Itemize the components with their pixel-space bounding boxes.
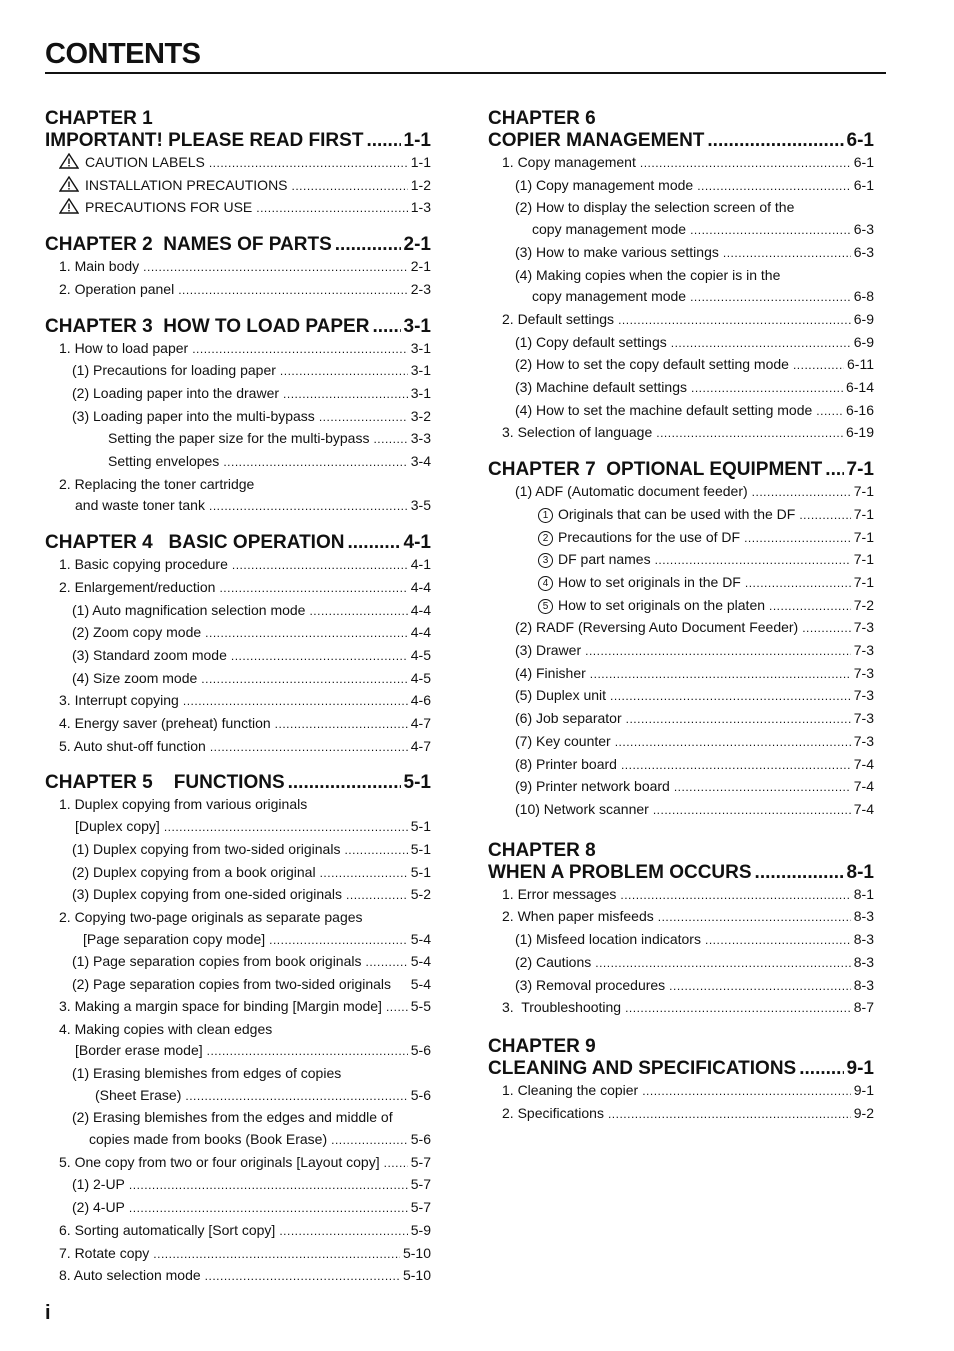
chapter-6-label: CHAPTER 6	[488, 108, 596, 129]
toc-entry[interactable]: (4) How to set the machine default setting mode ..... 6-16	[488, 400, 874, 423]
toc-entry[interactable]: (2) Duplex copying from a book original ..... 5-1	[45, 862, 431, 885]
chapter-8-title-row[interactable]	[488, 862, 874, 884]
toc-entry[interactable]: (3) Loading paper into the multi-bypass ..... 3-2	[45, 406, 431, 429]
toc-entry[interactable]: 1. Main body ..... 2-1	[45, 256, 431, 279]
toc-entry[interactable]: (8) Printer board ..... 7-4	[488, 754, 874, 777]
leader-dots	[825, 459, 843, 481]
chapter-5-title: CHAPTER 5 FUNCTIONS	[45, 772, 285, 794]
toc-entry[interactable]: 4. Making copies with clean edges	[59, 1020, 273, 1037]
toc-entry[interactable]: (6) Job separator ..... 7-3	[488, 708, 874, 731]
toc-entry[interactable]: 3. Selection of language ..... 6-19	[488, 422, 874, 445]
toc-entry[interactable]: (2) How to set the copy default setting mode ..... 6-11	[488, 354, 874, 377]
toc-entry[interactable]: 6. Sorting automatically [Sort copy] ..... 5-9	[45, 1220, 431, 1243]
toc-entry[interactable]: (3) Duplex copying from one-sided originals ..... 5-2	[45, 884, 431, 907]
toc-entry[interactable]: 2. Enlargement/reduction ..... 4-4	[45, 577, 431, 600]
toc-entry[interactable]: (1) Erasing blemishes from edges of copies	[72, 1064, 342, 1081]
toc-entry[interactable]: 3. Interrupt copying ..... 4-6	[45, 690, 431, 713]
toc-right-column	[488, 108, 874, 1125]
toc-entry[interactable]: copy management mode ..... 6-3	[488, 219, 874, 242]
chapter-3-heading[interactable]	[45, 316, 431, 338]
toc-entry[interactable]: 2. Replacing the toner cartridge	[59, 475, 255, 492]
toc-entry[interactable]: (1) 2-UP ..... 5-7	[45, 1174, 431, 1197]
toc-entry[interactable]: (4) Making copies when the copier is in the	[515, 266, 781, 283]
toc-entry[interactable]: 4 How to set originals in the DF ..... 7-1	[488, 572, 874, 595]
toc-entry[interactable]: 7. Rotate copy ..... 5-10	[45, 1243, 431, 1266]
chapter-7-title: CHAPTER 7 OPTIONAL EQUIPMENT	[488, 459, 823, 481]
title-divider	[45, 72, 886, 74]
toc-entry[interactable]: 3. Troubleshooting ..... 8-7	[488, 997, 874, 1020]
toc-entry[interactable]: (7) Key counter ..... 7-3	[488, 731, 874, 754]
toc-entry[interactable]: (2) 4-UP ..... 5-7	[45, 1197, 431, 1220]
toc-entry[interactable]: (4) Size zoom mode ..... 4-5	[45, 668, 431, 691]
chapter-1-title-row[interactable]	[45, 130, 431, 152]
toc-entry[interactable]: (3) Machine default settings ..... 6-14	[488, 377, 874, 400]
toc-entry[interactable]: [Page separation copy mode] ..... 5-4	[45, 929, 431, 952]
warning-icon	[59, 176, 79, 192]
toc-entry[interactable]: Setting the paper size for the multi-bypass ..... 3-3	[45, 428, 431, 451]
toc-entry[interactable]: 2. Default settings ..... 6-9	[488, 309, 874, 332]
toc-entry[interactable]: (1) Copy default settings ..... 6-9	[488, 332, 874, 355]
warning-icon	[59, 198, 79, 214]
toc-entry[interactable]: (2) RADF (Reversing Auto Document Feeder) ..... 7-3	[488, 617, 874, 640]
toc-entry[interactable]: (9) Printer network board ..... 7-4	[488, 776, 874, 799]
toc-entry[interactable]: 2. Operation panel ..... 2-3	[45, 279, 431, 302]
toc-entry[interactable]: 8. Auto selection mode ..... 5-10	[45, 1265, 431, 1288]
entry-page: 1-1	[410, 154, 431, 170]
leader-dots	[366, 130, 400, 152]
chapter-9-heading	[488, 1036, 874, 1080]
toc-entry[interactable]: (1) Page separation copies from book originals ..... 5-4	[45, 951, 431, 974]
chapter-7-heading[interactable]	[488, 459, 874, 481]
warning-icon	[59, 153, 79, 169]
toc-entry[interactable]: 3. Making a margin space for binding [Margin mode] ..... 5-5	[45, 996, 431, 1019]
entry-text: INSTALLATION PRECAUTIONS	[85, 176, 288, 193]
leader-dots	[256, 198, 408, 220]
chapter-3-title: CHAPTER 3 HOW TO LOAD PAPER	[45, 315, 370, 337]
chapter-8-page: 8-1	[846, 861, 874, 883]
toc-entry[interactable]: 1 Originals that can be used with the DF ..... 7-1	[488, 504, 874, 527]
circled-number-icon: 4	[538, 576, 553, 591]
leader-dots	[372, 316, 400, 338]
toc-entry[interactable]: (3) Removal procedures ..... 8-3	[488, 975, 874, 998]
leader-dots	[209, 153, 408, 175]
toc-entry[interactable]: 2. Specifications ..... 9-2	[488, 1103, 874, 1126]
chapter-2-heading[interactable]	[45, 234, 431, 256]
toc-entry-installation-precautions[interactable]	[45, 175, 431, 198]
toc-entry[interactable]: 2. Copying two-page originals as separate pages	[59, 908, 363, 925]
chapter-4-page: 4-1	[403, 532, 431, 554]
chapter-6-heading	[488, 108, 874, 152]
toc-entry[interactable]: 5. Auto shut-off function ..... 4-7	[45, 736, 431, 759]
toc-entry[interactable]: (1) Precautions for loading paper ..... 3-1	[45, 360, 431, 383]
toc-entry[interactable]: (10) Network scanner ..... 7-4	[488, 799, 874, 822]
chapter-5-page: 5-1	[403, 772, 431, 794]
toc-entry[interactable]: (3) Standard zoom mode ..... 4-5	[45, 645, 431, 668]
toc-entry[interactable]: (1) Duplex copying from two-sided originals ..... 5-1	[45, 839, 431, 862]
toc-entry[interactable]: and waste toner tank ..... 3-5	[45, 495, 431, 518]
chapter-9-title-row[interactable]	[488, 1058, 874, 1080]
toc-entry[interactable]: 2 Precautions for the use of DF ..... 7-1	[488, 527, 874, 550]
chapter-1-heading	[45, 108, 431, 152]
toc-entry[interactable]: 5. One copy from two or four originals [Layout copy] ..... 5-7	[45, 1152, 431, 1175]
chapter-7-page: 7-1	[846, 459, 874, 481]
toc-entry[interactable]: Setting envelopes ..... 3-4	[45, 451, 431, 474]
toc-entry-caution-labels[interactable]	[45, 152, 431, 175]
chapter-2-title: CHAPTER 2 NAMES OF PARTS	[45, 234, 332, 256]
toc-entry[interactable]: (2) How to display the selection screen of the	[515, 199, 795, 216]
chapter-3-page: 3-1	[403, 315, 431, 337]
toc-left-column	[45, 108, 431, 1288]
toc-entry[interactable]: 1. Copy management ..... 6-1	[488, 152, 874, 175]
chapter-9-label: CHAPTER 9	[488, 1035, 596, 1057]
toc-entry[interactable]: 3 DF part names ..... 7-1	[488, 549, 874, 572]
toc-entry-precautions-for-use[interactable]	[45, 197, 431, 220]
toc-entry[interactable]: 1. Duplex copying from various originals	[59, 796, 308, 813]
toc-entry[interactable]: (1) ADF (Automatic document feeder) ..... 7-1	[488, 481, 874, 504]
circled-number-icon: 1	[538, 508, 553, 523]
toc-entry[interactable]: (3) How to make various settings ..... 6-3	[488, 242, 874, 265]
toc-entry[interactable]: 1. Error messages ..... 8-1	[488, 884, 874, 907]
toc-entry[interactable]: (2) Cautions ..... 8-3	[488, 952, 874, 975]
chapter-6-title: COPIER MANAGEMENT	[488, 130, 705, 151]
entry-text: CAUTION LABELS	[85, 154, 205, 170]
toc-entry[interactable]: (1) Auto magnification selection mode ..... 4-4	[45, 600, 431, 623]
toc-entry[interactable]: 4. Energy saver (preheat) function ..... 4-7	[45, 713, 431, 736]
toc-entry[interactable]: (2) Zoom copy mode ..... 4-4	[45, 622, 431, 645]
entry-page: 1-2	[410, 176, 431, 193]
chapter-8-label: CHAPTER 8	[488, 839, 596, 861]
toc-entry[interactable]: (1) Misfeed location indicators ..... 8-3	[488, 929, 874, 952]
toc-entry[interactable]: (2) Loading paper into the drawer ..... 3-1	[45, 383, 431, 406]
entry-text: PRECAUTIONS FOR USE	[85, 199, 253, 216]
chapter-6-title-row[interactable]	[488, 130, 874, 152]
chapter-9-page: 9-1	[846, 1057, 874, 1079]
chapter-1-title: IMPORTANT! PLEASE READ FIRST	[45, 130, 364, 151]
toc-entry[interactable]: (1) Copy management mode ..... 6-1	[488, 175, 874, 198]
circled-number-icon: 2	[538, 531, 553, 546]
toc-entry[interactable]: 1. How to load paper ..... 3-1	[45, 338, 431, 361]
page-title: CONTENTS	[45, 38, 201, 70]
page-number: i	[45, 1302, 51, 1324]
chapter-8-title: WHEN A PROBLEM OCCURS	[488, 861, 752, 883]
toc-entry[interactable]: copy management mode ..... 6-8	[488, 286, 874, 309]
toc-entry[interactable]: (4) Finisher ..... 7-3	[488, 663, 874, 686]
leader-dots	[292, 176, 408, 198]
toc-entry[interactable]: (2) Erasing blemishes from the edges and middle of	[72, 1109, 393, 1126]
leader-dots	[799, 1058, 843, 1080]
toc-entry[interactable]: 5 How to set originals on the platen ..... 7-2	[488, 595, 874, 618]
chapter-1-page: 1-1	[403, 130, 431, 151]
leader-dots	[755, 862, 844, 884]
entry-page: 1-3	[410, 199, 431, 216]
circled-number-icon: 3	[538, 553, 553, 568]
chapter-5-heading[interactable]	[45, 772, 431, 794]
toc-entry[interactable]: copies made from books (Book Erase) ..... 5-6	[45, 1129, 431, 1152]
leader-dots	[347, 532, 400, 554]
chapter-6-page: 6-1	[846, 130, 874, 151]
chapter-8-heading	[488, 840, 874, 884]
toc-entry[interactable]: 1. Basic copying procedure ..... 4-1	[45, 554, 431, 577]
chapter-2-page: 2-1	[403, 234, 431, 256]
toc-entry[interactable]: [Border erase mode] ..... 5-6	[45, 1040, 431, 1063]
toc-entry[interactable]: [Duplex copy] ..... 5-1	[45, 816, 431, 839]
chapter-1-label: CHAPTER 1	[45, 108, 153, 129]
leader-dots	[707, 130, 843, 152]
toc-entry[interactable]: (2) Page separation copies from two-sided originals 5-4	[72, 976, 431, 993]
chapter-9-title: CLEANING AND SPECIFICATIONS	[488, 1057, 797, 1079]
chapter-4-heading[interactable]	[45, 532, 431, 554]
toc-entry[interactable]: 2. When paper misfeeds ..... 8-3	[488, 906, 874, 929]
leader-dots	[335, 234, 401, 256]
toc-entry[interactable]: 1. Cleaning the copier ..... 9-1	[488, 1080, 874, 1103]
chapter-4-title: CHAPTER 4 BASIC OPERATION	[45, 532, 345, 554]
toc-entry[interactable]: (3) Drawer ..... 7-3	[488, 640, 874, 663]
circled-number-icon: 5	[538, 599, 553, 614]
toc-entry[interactable]: (Sheet Erase) ..... 5-6	[45, 1085, 431, 1108]
leader-dots	[288, 772, 401, 794]
toc-entry[interactable]: (5) Duplex unit ..... 7-3	[488, 685, 874, 708]
